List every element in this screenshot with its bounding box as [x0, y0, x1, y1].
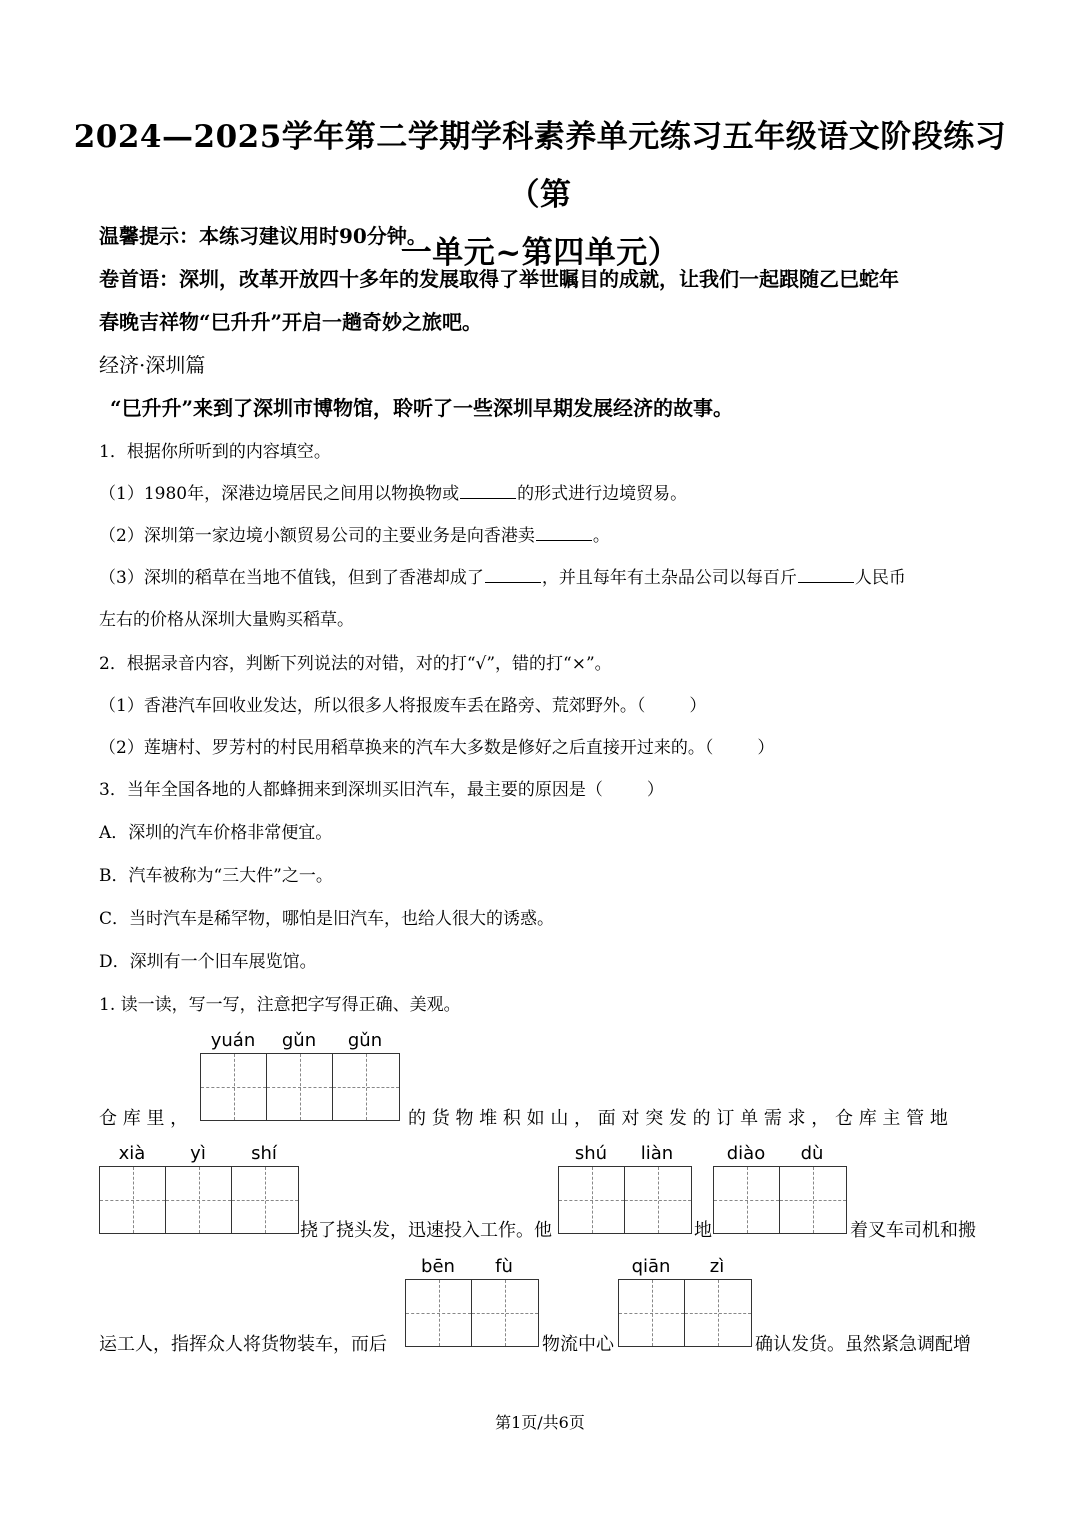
- pinyin: zì: [709, 1256, 725, 1277]
- q2-item-1: （1）香港汽车回收业发达，所以很多人将报废车丢在路旁、荒郊野外。（ ）: [99, 696, 707, 716]
- answer-blank[interactable]: [460, 480, 516, 499]
- pinyin: liàn: [640, 1143, 674, 1164]
- pinyin: shí: [251, 1143, 277, 1164]
- q1-item-3: （3）深圳的稻草在当地不值钱，但到了香港却成了 ，并且每年有土杂品公司以每百斤 人民币: [99, 563, 906, 588]
- sentence-part: 地: [694, 1220, 712, 1241]
- writing-grid-2[interactable]: [99, 1166, 299, 1234]
- pinyin: gǔn: [347, 1030, 383, 1051]
- q2-stem: 2．根据录音内容，判断下列说法的对错，对的打“√”，错的打“×”。: [99, 654, 612, 674]
- writing-grid-4[interactable]: [713, 1166, 847, 1234]
- q3-option-a: A．深圳的汽车价格非常便宜。: [99, 823, 333, 843]
- q4-stem: 1. 读一读，写一写，注意把字写得正确、美观。: [99, 995, 461, 1015]
- writing-grid-6[interactable]: [618, 1279, 752, 1347]
- sentence-part: 运工人，指挥众人将货物装车，而后: [99, 1334, 387, 1355]
- preface-line-2: 春晚吉祥物“巳升升”开启一趟奇妙之旅吧。: [99, 310, 483, 334]
- sentence-part: 着叉车司机和搬: [850, 1220, 976, 1241]
- pinyin: fù: [495, 1256, 513, 1277]
- sentence-part: 仓 库 里 ，: [99, 1108, 189, 1129]
- pinyin: yì: [190, 1143, 206, 1164]
- answer-blank[interactable]: [536, 522, 592, 541]
- section-title: 经济·深圳篇: [99, 353, 206, 377]
- pinyin: xià: [118, 1143, 146, 1164]
- q1-item-1: （1）1980年，深港边境居民之间用以物换物或 的形式进行边境贸易。: [99, 479, 687, 504]
- title-line-2: 一单元~第四单元）: [400, 235, 680, 271]
- intro-text: “巳升升”来到了深圳市博物馆，聆听了一些深圳早期发展经济的故事。: [110, 396, 734, 420]
- q1-item-2: （2）深圳第一家边境小额贸易公司的主要业务是向香港卖 。: [99, 521, 610, 546]
- sentence-part: 的 货 物 堆 积 如 山 ， 面 对 突 发 的 订 单 需 求 ， 仓 库 主 管 地: [408, 1108, 948, 1129]
- preface-line-1: 卷首语：深圳，改革开放四十多年的发展取得了举世瞩目的成就，让我们一起跟随乙巳蛇年: [99, 267, 899, 291]
- pinyin: gǔn: [281, 1030, 317, 1051]
- q1-item-3-cont: 左右的价格从深圳大量购买稻草。: [99, 610, 354, 630]
- q2-item-2: （2）莲塘村、罗芳村的村民用稻草换来的汽车大多数是修好之后直接开过来的。（ ）: [99, 738, 775, 758]
- page-title: [60, 108, 1020, 282]
- answer-blank[interactable]: [485, 564, 541, 583]
- sentence-part: 挠了挠头发，迅速投入工作。他: [300, 1220, 552, 1241]
- q3-stem: 3．当年全国各地的人都蜂拥来到深圳买旧汽车，最主要的原因是（ ）: [99, 780, 664, 800]
- pinyin: yuán: [210, 1030, 256, 1051]
- title-line-1: 2024—2025学年第二学期学科素养单元练习五年级语文阶段练习（第: [73, 119, 1007, 213]
- q3-option-d: D．深圳有一个旧车展览馆。: [99, 952, 317, 972]
- writing-grid-5[interactable]: [405, 1279, 539, 1347]
- q3-option-b: B．汽车被称为“三大件”之一。: [99, 866, 333, 886]
- writing-grid-1[interactable]: [200, 1053, 400, 1121]
- writing-grid-3[interactable]: [558, 1166, 692, 1234]
- sentence-part: 物流中心: [542, 1334, 614, 1355]
- pinyin: dù: [800, 1143, 824, 1164]
- q1-stem: 1．根据你所听到的内容填空。: [99, 442, 331, 462]
- pinyin: shú: [574, 1143, 608, 1164]
- pinyin: diào: [726, 1143, 766, 1164]
- sentence-part: 确认发货。虽然紧急调配增: [755, 1334, 971, 1355]
- page-footer: 第1页/共6页: [495, 1413, 585, 1432]
- pinyin: bēn: [421, 1256, 455, 1277]
- q3-option-c: C．当时汽车是稀罕物，哪怕是旧汽车，也给人很大的诱惑。: [99, 909, 555, 929]
- tip: 温馨提示：本练习建议用时90分钟。: [99, 224, 427, 248]
- answer-blank[interactable]: [798, 564, 854, 583]
- pinyin: qiān: [631, 1256, 671, 1277]
